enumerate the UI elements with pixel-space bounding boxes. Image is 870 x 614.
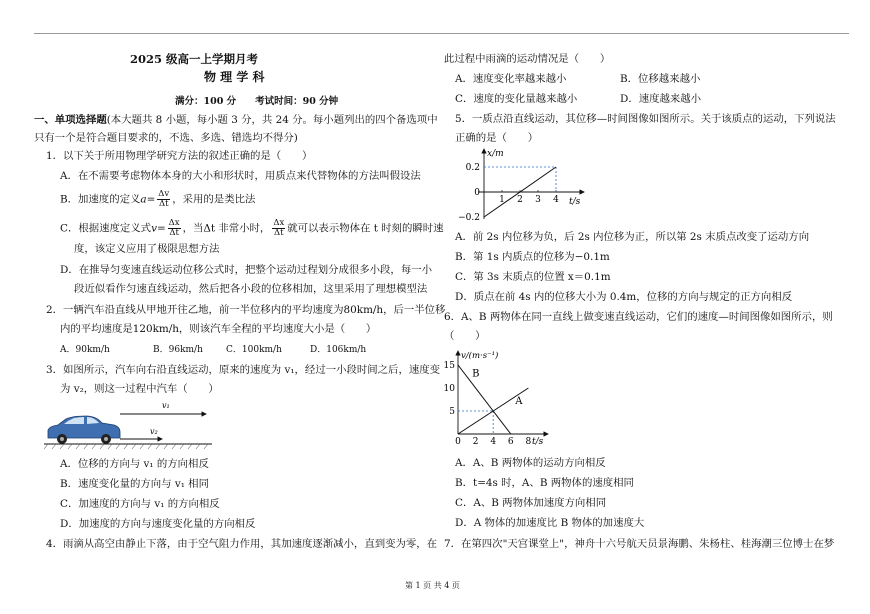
series-a-label: A — [515, 395, 523, 407]
page-footer: 第 1 页 共 4 页 — [405, 581, 460, 590]
header-rule — [34, 33, 849, 34]
car-icon — [48, 416, 120, 444]
v2-label: v₂ — [150, 427, 158, 436]
q5-option-a: A．前 2s 内位移为负，后 2s 内位移为正，所以第 2s 末质点改变了运动方向 — [455, 231, 810, 243]
q5-stem-line2: 正确的是（ ） — [455, 132, 539, 144]
q1-option-d: D．在推导匀变速直线运动位移公式时，把整个运动过程划分成很多小段，每一小 — [60, 264, 432, 276]
score-info: 满分：100 分 考试时间：90 分钟 — [175, 96, 339, 107]
q6-option-c: C．A、B 两物体加速度方向相同 — [455, 497, 607, 509]
q1-option-a: A．在不需要考虑物体本身的大小和形状时，用质点来代替物体的方法叫假设法 — [60, 170, 421, 182]
ground-hatch — [44, 444, 208, 449]
q5-option-c: C．第 3s 末质点的位置 x＝0.1m — [455, 271, 611, 283]
q4-option-b: B．位移越来越小 — [620, 73, 701, 85]
q4-option-c: C．速度的变化量越来越小 — [455, 93, 578, 105]
x-tick-label: 2 — [517, 195, 523, 205]
q1-option-c: C．根据速度定义式v= $\frac{\Delta x}{\Delta t}$ ，当Δt 非常小时， $\frac{\Delta x}{\Delta t}$ 就可以表示物体在 t 时刻的瞬时速 — [60, 218, 444, 238]
y-tick-label: 10 — [444, 384, 455, 394]
x-tick-label: 3 — [535, 195, 541, 205]
x-tick-label: 4 — [490, 437, 497, 447]
q3-option-a: A．位移的方向与 v₁ 的方向相反 — [60, 458, 209, 470]
q5-option-b: B．第 1s 内质点的位移为−0.1m — [455, 251, 610, 263]
q3-stem: 3．如图所示，汽车向右沿直线运动，原来的速度为 v₁，经过一小段时间之后，速度变 — [46, 364, 441, 376]
q2-option-c: C．100km/h — [226, 345, 282, 355]
q2-option-a: A．90km/h — [60, 345, 110, 355]
x-tick-label: 1 — [499, 195, 505, 205]
y-axis-label: v/(m·s⁻¹) — [461, 351, 499, 361]
q4-stem-line2: 此过程中雨滴的运动情况是（ ） — [444, 53, 611, 65]
xt-graph — [452, 146, 592, 222]
q1-stem: 1．以下关于所用物理学研究方法的叙述正确的是（ ） — [46, 150, 313, 162]
series-b-label: B — [472, 368, 480, 380]
x-tick-label: 4 — [553, 195, 559, 205]
q6-stem: 6．A、B 两物体在同一直线上做变速直线运动，它们的速度—时间图像如图所示，则 — [444, 311, 833, 323]
y-tick-label: 0 — [474, 188, 480, 198]
q3-option-d: D．加速度的方向与速度变化量的方向相反 — [60, 518, 256, 530]
q1-option-b: B．加速度的定义a= $\frac{\Delta v}{\Delta t}$ ，采用的是类比法 — [60, 189, 256, 209]
x-tick-label: 0 — [455, 437, 461, 447]
q4-option-a: A．速度变化率越来越小 — [455, 73, 567, 85]
car-figure — [44, 396, 214, 452]
q2-option-b: B．96km/h — [153, 345, 203, 355]
q6-stem-line2: （ ） — [444, 330, 486, 342]
q5-stem: 5．一质点沿直线运动，其位移—时间图像如图所示。关于该质点的运动，下列说法 — [455, 113, 836, 125]
q5-option-d: D．质点在前 4s 内的位移大小为 0.4m，位移的方向与规定的正方向相反 — [455, 291, 793, 303]
x-tick-label: 2 — [472, 437, 479, 447]
subject-title: 物 理 学 科 — [204, 70, 265, 84]
y-tick-label: 5 — [449, 407, 455, 417]
q3-option-b: B．速度变化量的方向与 v₁ 相同 — [60, 478, 209, 490]
v1-label: v₁ — [162, 401, 170, 410]
y-tick-label: 15 — [444, 361, 455, 371]
vt-graph — [444, 347, 554, 449]
x-tick-label: 8 — [525, 437, 532, 447]
q2-stem-line2: 内的平均速度是120km/h，则该汽车全程的平均速度大小是（ ） — [60, 323, 377, 335]
y-tick-label: 0.2 — [465, 163, 480, 173]
q1-option-c-line2: 度，该定义应用了极限思想方法 — [74, 243, 220, 255]
section1-heading: 一、单项选择题(本大题共 8 小题，每小题 3 分，共 24 分。每小题列出的四个备选项中 — [34, 114, 438, 126]
q3-stem-line2: 为 v₂，则这一过程中汽车（ ） — [60, 383, 219, 395]
q2-option-d: D．106km/h — [310, 345, 367, 355]
section1-heading-line2: 只有一个是符合题目要求的，不选、多选、错选均不得分) — [34, 132, 298, 144]
y-axis-label: x/m — [487, 149, 504, 159]
q6-option-b: B．t=4s 时，A、B 两物体的速度相同 — [455, 477, 634, 489]
exam-title: 2025 级高一上学期月考 — [130, 52, 259, 66]
q7-stem: 7．在第四次"天宫课堂上"，神舟十六号航天员景海鹏、朱杨柱、桂海潮三位博士在梦 — [444, 538, 835, 550]
q2-stem: 2．一辆汽车沿直线从甲地开往乙地，前一半位移内的平均速度为80km/h，后一半位移 — [46, 304, 446, 316]
x-axis-label: t/s — [569, 197, 581, 207]
q6-option-d: D．A 物体的加速度比 B 物体的加速度大 — [455, 517, 645, 529]
q3-option-c: C．加速度的方向与 v₁ 的方向相反 — [60, 498, 220, 510]
q1-option-d-line2: 段近似看作匀速直线运动，然后把各小段的位移相加，这里采用了理想模型法 — [74, 283, 428, 295]
q6-option-a: A．A、B 两物体的运动方向相反 — [455, 457, 606, 469]
q4-stem: 4．雨滴从高空由静止下落，由于空气阻力作用，其加速度逐渐减小，直到变为零，在 — [46, 538, 438, 550]
y-tick-label: −0.2 — [458, 213, 480, 222]
series-b-line — [458, 365, 511, 434]
x-tick-label: 6 — [507, 437, 514, 447]
q4-option-d: D．速度越来越小 — [620, 93, 702, 105]
x-axis-label: t/s — [532, 437, 544, 447]
